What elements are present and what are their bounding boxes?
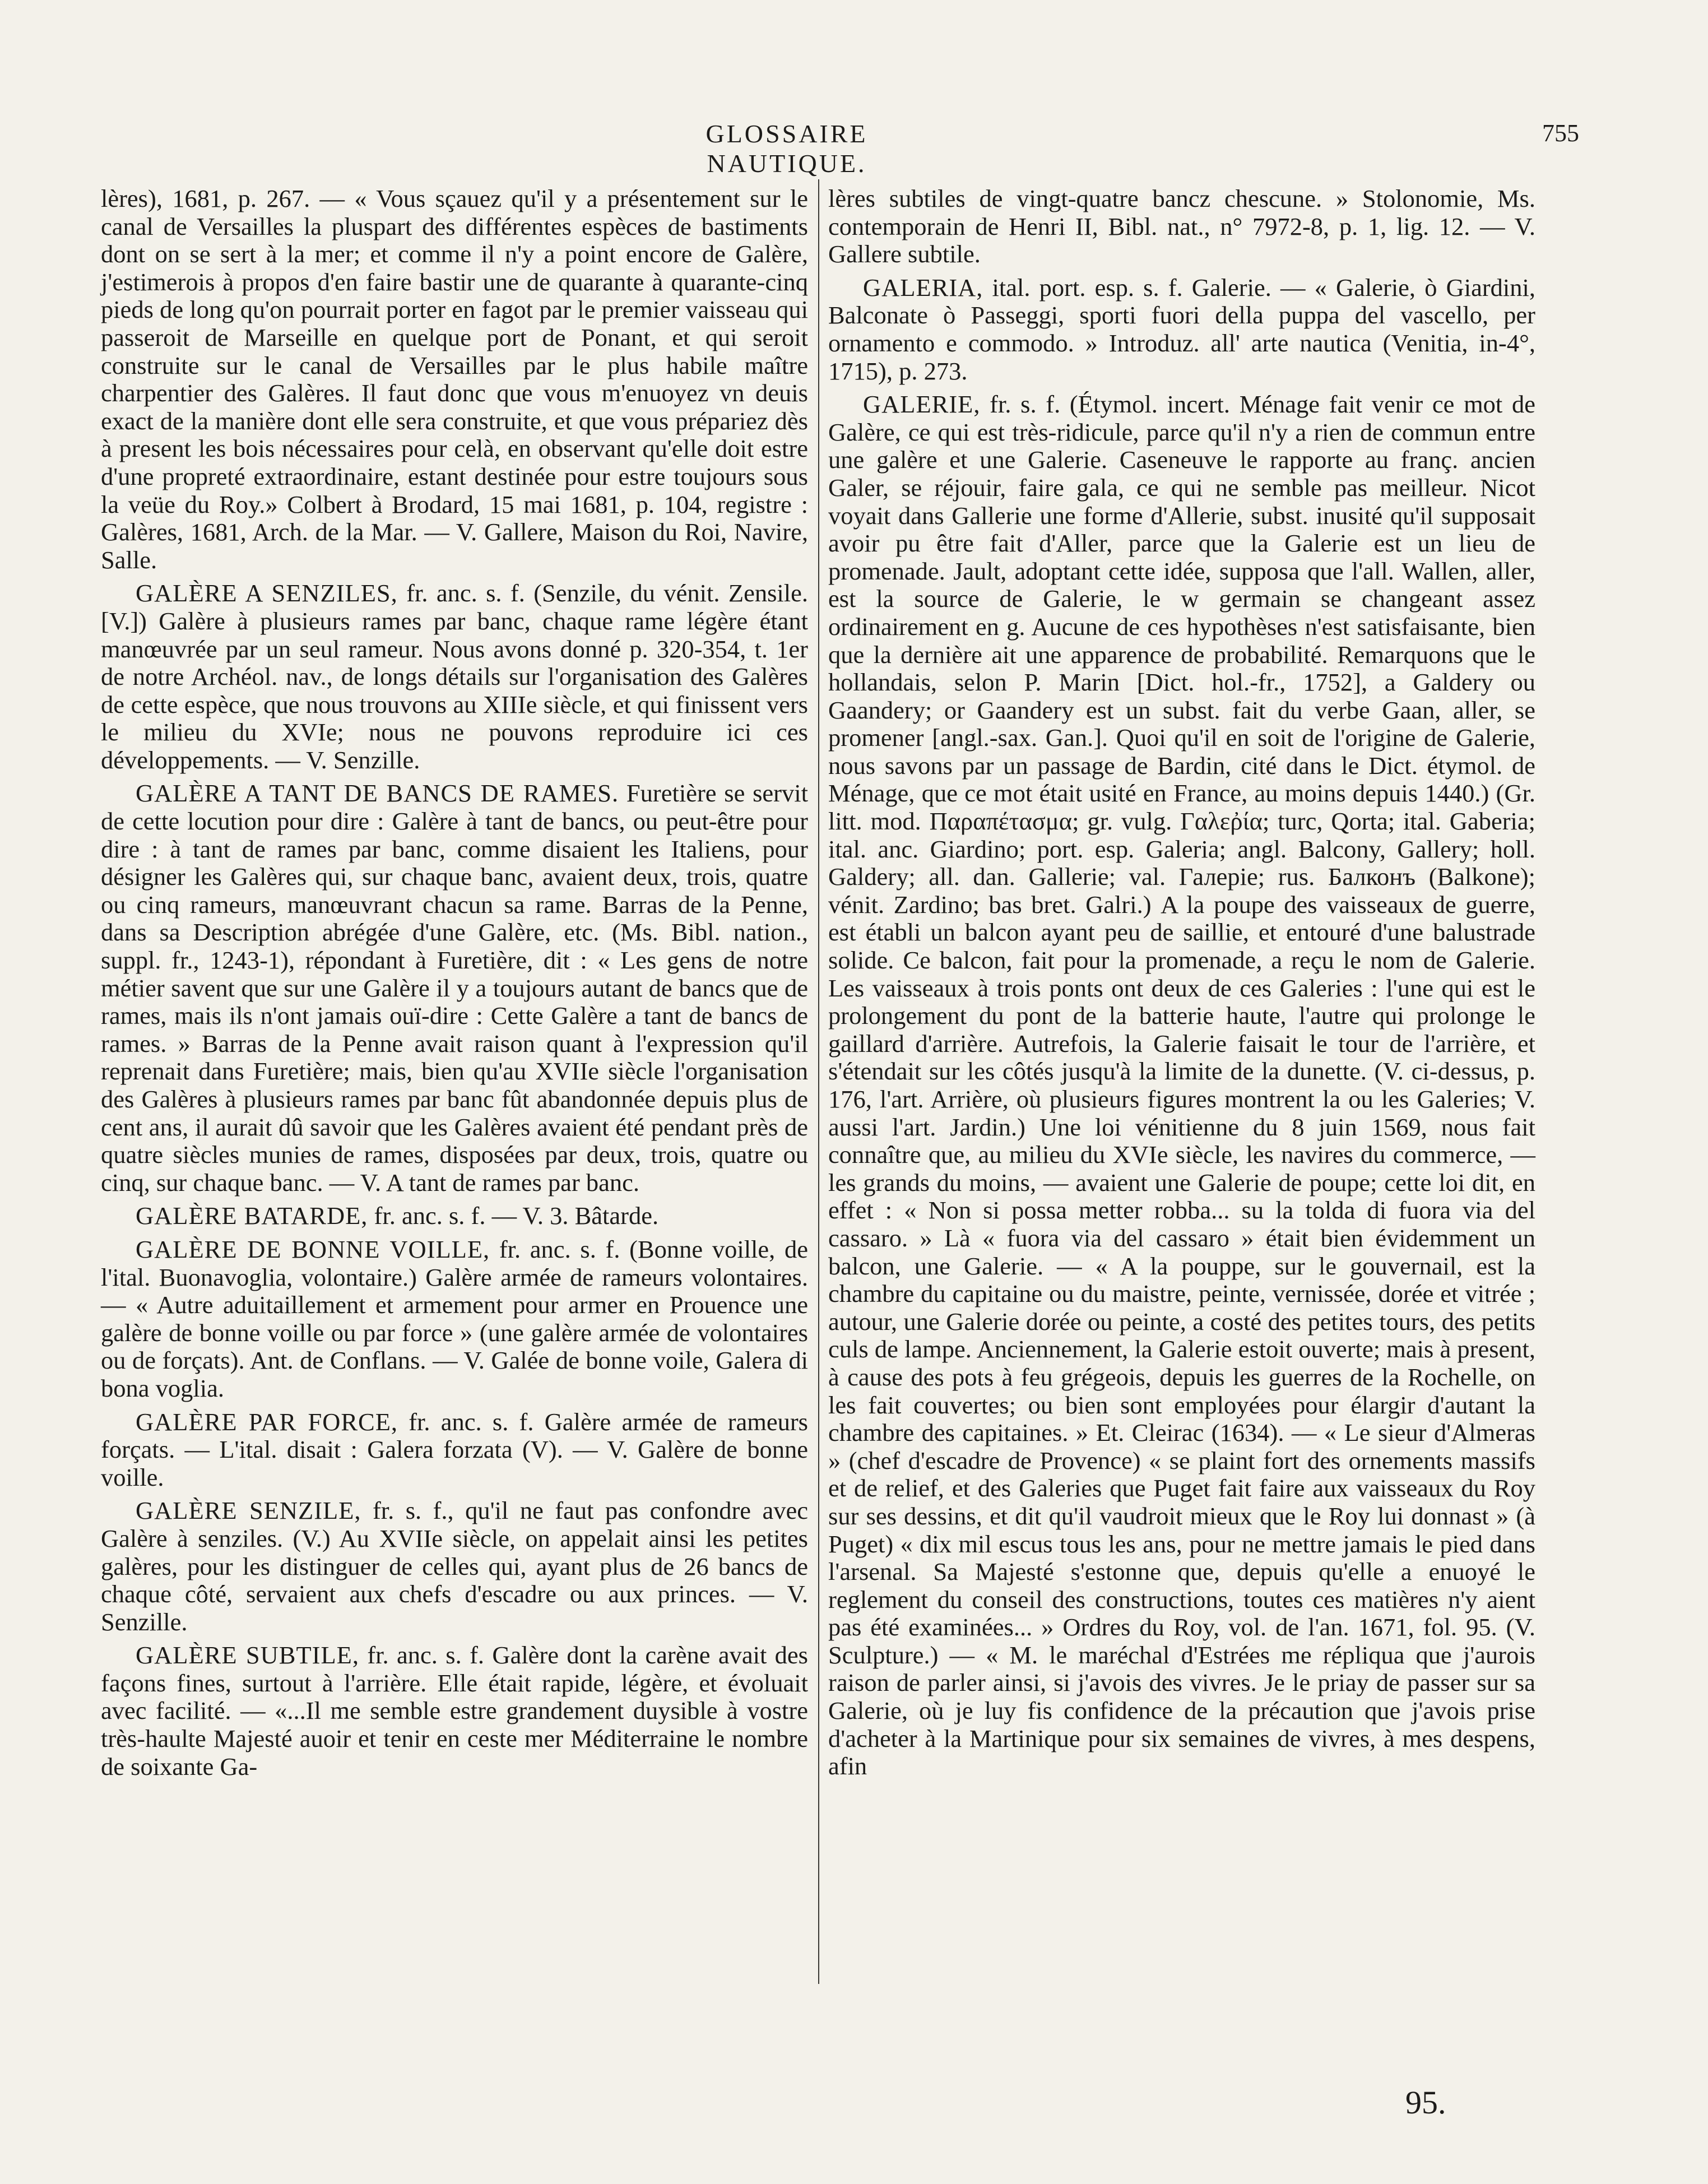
column-divider <box>818 179 819 1984</box>
entry-headword: GALÈRE PAR FORCE, <box>136 1407 398 1436</box>
entry-paragraph <box>101 579 808 774</box>
entry-text: fr. s. f., qu'il ne faut pas confondre avec Galère à senziles. (V.) Au XVIIe siècle, on appelait ainsi les petites galères, pour les distinguer de celles qui, ayant plus de 26 bancs de chaque côté, servaient aux chefs d'escadre ou aux princes. — V. Senzille. <box>101 1496 808 1636</box>
entry-paragraph <box>101 1202 808 1230</box>
entry-text: lères), 1681, p. 267. — « Vous sçauez qu'il y a présentement sur le canal de Versailles la pluspart des différentes espèces de bastiments dont on se sert à la mer; et comme il n'y a point encore de Galère, j'estimerois à propos d'en faire bastir une de quarante à quarante-cinq pieds de long qu'on pourrait porter en fagot par le premier vaisseau qui passeroit de Marseille en quelque port de Ponant, et qui seroit construite sur le canal de Versailles par le plus habile maître charpentier des Galères. Il faut donc que vous m'enuoyez vn deuis exact de la manière dont elle sera construite, et que vous prépariez dès à present les bois nécessaires pour celà, en observant qu'elle doit estre d'une propreté extraordinaire, estant destinée pour estre toujours sous la veüe du Roy.» Colbert à Brodard, 15 mai 1681, p. 104, registre : Galères, 1681, Arch. de la Mar. — V. Gallere, Maison du Roi, Navire, Salle. <box>101 184 808 574</box>
entry-text: fr. anc. s. f. — V. 3. Bâtarde. <box>368 1202 659 1230</box>
right-column <box>828 185 1535 1786</box>
entry-paragraph <box>101 1236 808 1403</box>
entry-headword: GALERIE, <box>863 390 981 419</box>
entry-text: fr. anc. s. f. (Senzile, du vénit. Zensile. [V.]) Galère à plusieurs rames par banc, chaque rame légère étant manœuvrée par un seul rameur. Nous avons donné p. 320-354, t. 1er de notre Archéol. nav., de longs détails sur l'organisation des Galères de cette espèce, que nous trouvons au XIIIe siècle, et qui finissent vers le milieu du XVIe; nous ne pouvons reproduire ici ces développements. — V. Senzille. <box>101 579 808 774</box>
entry-text: ital. port. esp. s. f. Galerie. — « Galerie, ò Giardini, Balconate ò Passeggi, sporti fuori della puppa del vascello, per ornamento e commodo. » Introduz. all' arte nautica (Venitia, in-4°, 1715), p. 273. <box>828 273 1535 385</box>
entry-text: fr. anc. s. f. (Bonne voille, de l'ital. Buonavoglia, volontaire.) Galère armée de rameurs volontaires. — « Autre aduitaillement et armement pour armer en Prouence une galère de bonne voille ou par force » (une galère armée de volontaires ou de forçats). Ant. de Conflans. — V. Galée de bonne voile, Galera di bona voglia. <box>101 1235 808 1402</box>
entry-paragraph <box>828 274 1535 385</box>
entry-paragraph <box>828 391 1535 1780</box>
entry-headword: GALÈRE BATARDE, <box>136 1202 368 1230</box>
entry-paragraph <box>101 185 808 574</box>
running-title: GLOSSAIRE NAUTIQUE. <box>706 119 868 178</box>
page-number: 755 <box>1542 119 1579 147</box>
entry-headword: GALÈRE DE BONNE VOILLE, <box>136 1235 490 1263</box>
entry-text: Furetière se servit de cette locution pour dire : Galère à tant de bancs, ou peut-être pour dire : à tant de rames par banc, comme disaient les Italiens, pour désigner les Galères qui, sur chaque banc, avaient deux, trois, quatre ou cinq rameurs, manœuvrant chacun sa rame. Barras de la Penne, dans sa Description abrégée d'une Galère, etc. (Ms. Bibl. nation., suppl. fr., 1243-1), répondant à Furetière, dit : « Les gens de notre métier savent que sur une Galère il y a toujours autant de bancs que de rames, mais ils n'ont jamais ouï-dire : Cette Galère a tant de bancs de rames. » Barras de la Penne avait raison quant à l'expression qu'il reprenait dans Furetière; mais, bien qu'au XVIIe siècle l'organisation des Galères à plusieurs rames par banc fût abandonnée depuis plus de cent ans, il aurait dû savoir que les Galères avaient été pendant près de quatre siècles munies de rames, disposées par deux, trois, quatre ou cinq, sur chaque banc. — V. A tant de rames par banc. <box>101 779 808 1197</box>
entry-paragraph <box>101 1408 808 1492</box>
entry-text: fr. s. f. (Étymol. incert. Ménage fait venir ce mot de Galère, ce qui est très-ridicule, parce qu'il n'y a rien de commun entre une galère et une Galerie. Caseneuve le rapporte au franç. ancien Galer, se réjouir, faire gala, ce qui ne semble pas meilleur. Nicot voyait dans Gallerie une forme d'Allerie, subst. inusité qu'il supposait avoir pu être fait d'Aller, parce que la Galerie est un lieu de promenade. Jault, adoptant cette idée, supposa que l'all. Wallen, aller, est la source de Galerie, le w germain se changeant assez ordinairement en g. Aucune de ces hypothèses n'est satisfaisante, bien que la dernière ait une apparence de probabilité. Remarquons que le hollandais, selon P. Marin [Dict. hol.-fr., 1752], a Galdery ou Gaandery; or Gaandery est un subst. fait du verbe Gaan, aller, se promener [angl.-sax. Gan.]. Quoi qu'il en soit de l'origine de Galerie, nous savons par un passage de Bardin, cité dans le Dict. étymol. de Ménage, que ce mot était usité en France, au moins depuis 1440.) (Gr. litt. mod. Παραπέτασμα; gr. vulg. Γαλεῤία; turc, Qorta; ital. Gaberia; ital. anc. Giardino; port. esp. Galeria; angl. Balcony, Gallery; holl. Galdery; all. dan. Gallerie; val. Галеріе; rus. Балконъ (Balkone); vénit. Zardino; bas bret. Galri.) A la poupe des vaisseaux de guerre, est établi un balcon ayant peu de saillie, et entouré d'une balustrade solide. Ce balcon, fait pour la promenade, a reçu le nom de Galerie. Les vaisseaux à trois ponts ont deux de ces Galeries : l'une qui est le prolongement du pont de la batterie haute, l'autre qui prolonge le gaillard d'arrière. Autrefois, la Galerie faisait le tour de l'arrière, et s'étendait sur les côtés jusqu'à la limite de la dunette. (V. ci-dessus, p. 176, l'art. Arrière, où plusieurs figures montrent la ou les Galeries; V. aussi l'art. Jardin.) Une loi vénitienne du 8 juin 1569, nous fait connaître que, au milieu du XVIe siècle, les navires du commerce, — les grands du moins, — avaient une Galerie de poupe; cette loi dit, en effet : « Non si possa metter robba... su la tolda di fuora via del cassaro. » Là « fuora via del cassaro » était bien évidemment un balcon, une Galerie. — « A la pouppe, sur le gouvernail, est la chambre du capitaine ou du maistre, peinte, vernissée, dorée et vitrée ; autour, une Galerie dorée ou peinte, a costé des petites tours, des petits culs de lampe. Anciennement, la Galerie estoit ouverte; mais à present, à cause des pots à feu grégeois, depuis les guerres de la Rochelle, on les fait couvertes; ou bien sont employées pour élargir d'autant la chambre des capitaines. » Et. Cleirac (1634). — « Le sieur d'Almeras » (chef d'escadre de Provence) « se plaint fort des ornements massifs et de relief, et des Galeries que Puget fait faire aux vaisseaux du Roy sur ses dessins, et dit qu'il vaudroit mieux que le Roy lui donnast » (à Puget) « dix mil escus tous les ans, pour ne mettre jamais le pied dans l'arsenal. Sa Majesté s'estonne que, depuis qu'elle a enuoyé le reglement du conseil des constructions, toutes ces matières n'y aient pas été examinées... » Ordres du Roy, vol. de l'an. 1671, fol. 95. (V. Sculpture.) — « M. le maréchal d'Estrées me répliqua que j'aurois raison de parler ainsi, si j'avois des vivres. Je le priay de passer sur sa Galerie, où je luy fis confidence de la précaution que j'avois prise d'acheter à la Martinique pour six semaines de vivres, à mes despens, afin <box>828 390 1535 1780</box>
entry-headword: GALÈRE SENZILE, <box>136 1496 361 1525</box>
entry-paragraph <box>828 185 1535 268</box>
entry-paragraph <box>101 780 808 1197</box>
entry-headword: GALERIA, <box>863 273 983 302</box>
entry-text: lères subtiles de vingt-quatre bancz chescune. » Stolonomie, Ms. contemporain de Henri II, Bibl. nat., n° 7972-8, p. 1, lig. 12. — V. Gallere subtile. <box>828 184 1535 268</box>
entry-paragraph <box>101 1642 808 1780</box>
entry-headword: GALÈRE SUBTILE, <box>136 1641 359 1670</box>
printer-signature: 95. <box>1405 2084 1446 2121</box>
entry-text: fr. anc. s. f. Galère dont la carène avait des façons fines, surtout à l'arrière. Elle était rapide, légère, et évoluait avec facilité. — «...Il me semble estre grandement duysible à vostre très-haulte Majesté auoir et tenir en ceste mer Méditerraine le nombre de soixante Ga- <box>101 1641 809 1780</box>
entry-text: fr. anc. s. f. Galère armée de rameurs forçats. — L'ital. disait : Galera forzata (V). — V. Galère de bonne voille. <box>101 1407 808 1491</box>
entry-headword: GALÈRE A TANT DE BANCS DE RAMES. <box>136 779 619 808</box>
left-column <box>101 185 808 1786</box>
entry-headword: GALÈRE A SENZILES, <box>136 579 398 608</box>
entry-paragraph <box>101 1497 808 1636</box>
